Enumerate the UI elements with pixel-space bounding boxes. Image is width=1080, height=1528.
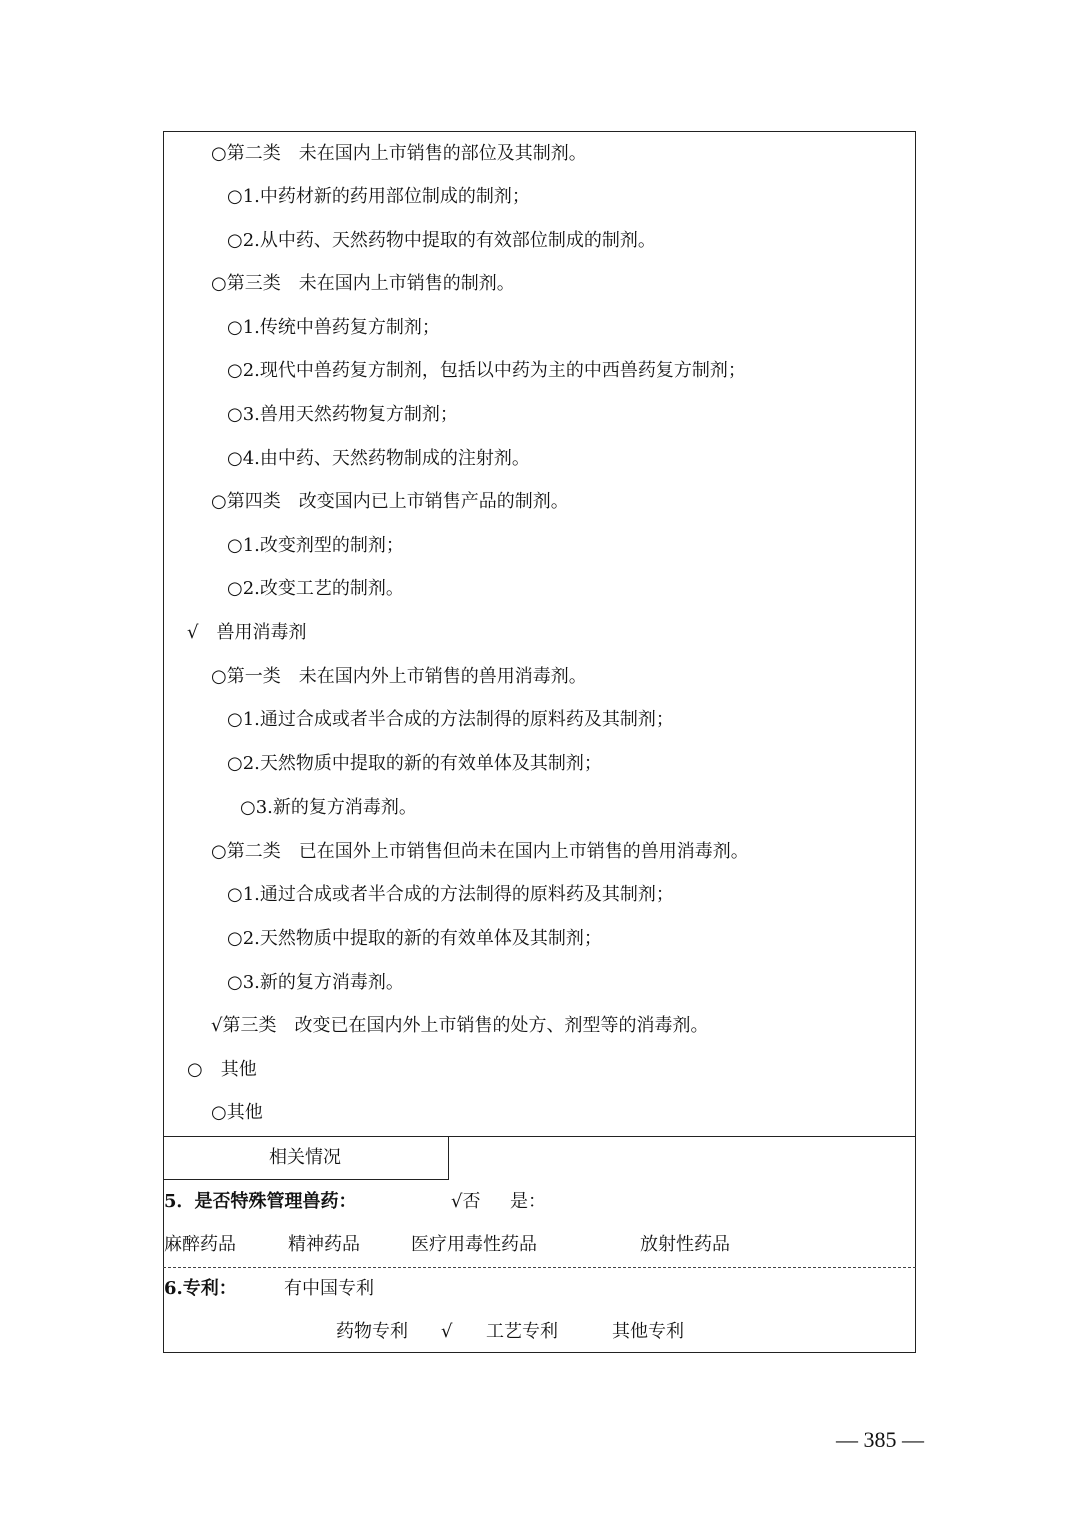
section-divider: [163, 1136, 916, 1137]
item5-type: 精神药品: [288, 1234, 360, 1255]
option-line: ○第二类 未在国内上市销售的部位及其制剂。: [211, 143, 587, 164]
category-line: √ 兽用消毒剂: [187, 622, 307, 643]
section-header: 相关情况: [269, 1147, 341, 1168]
item6-has-cn-patent: 有中国专利: [284, 1278, 374, 1299]
option-line: ○1.中药材新的药用部位制成的制剂；: [227, 186, 530, 207]
option-line: ○第一类 未在国内外上市销售的兽用消毒剂。: [211, 666, 587, 687]
option-line: ○4.由中药、天然药物制成的注射剂。: [227, 448, 530, 469]
option-line: ○第二类 已在国外上市销售但尚未在国内上市销售的兽用消毒剂。: [211, 841, 749, 862]
item6-check: √: [441, 1321, 453, 1342]
option-line: ○1.传统中兽药复方制剂；: [227, 317, 440, 338]
category-line: ○ 其他: [187, 1059, 257, 1080]
option-line: ○第四类 改变国内已上市销售产品的制剂。: [211, 491, 569, 512]
option-line: ○第三类 未在国内上市销售的制剂。: [211, 273, 515, 294]
item6-label: 6.专利：: [164, 1278, 237, 1299]
item5-no: √否: [451, 1191, 481, 1212]
header-cell-divider: [448, 1136, 449, 1179]
dashed-divider: [163, 1267, 916, 1268]
item5-yes: 是：: [510, 1191, 546, 1212]
option-line: ○3.新的复方消毒剂。: [227, 972, 404, 993]
option-line: ○2.天然物质中提取的新的有效单体及其制剂；: [227, 928, 602, 949]
option-line: ○1.通过合成或者半合成的方法制得的原料药及其制剂；: [227, 884, 674, 905]
option-line: ○2.改变工艺的制剂。: [227, 578, 404, 599]
item5-type: 医疗用毒性药品: [411, 1234, 537, 1255]
option-line: ○1.改变剂型的制剂；: [227, 535, 404, 556]
item5-type: 放射性药品: [640, 1234, 730, 1255]
page-number: — 385 —: [836, 1427, 924, 1452]
option-line: ○3.兽用天然药物复方制剂；: [227, 404, 458, 425]
item6-other-patent: 其他专利: [612, 1321, 684, 1342]
item6-drug-patent: 药物专利: [336, 1321, 408, 1342]
option-line: ○2.天然物质中提取的新的有效单体及其制剂；: [227, 753, 602, 774]
option-line: √第三类 改变已在国内外上市销售的处方、剂型等的消毒剂。: [211, 1015, 709, 1036]
option-line: ○2.从中药、天然药物中提取的有效部位制成的制剂。: [227, 230, 656, 251]
item6-process-patent: 工艺专利: [486, 1321, 558, 1342]
option-line: ○3.新的复方消毒剂。: [240, 797, 417, 818]
item5-type: 麻醉药品: [164, 1234, 236, 1255]
option-line: ○2.现代中兽药复方制剂，包括以中药为主的中西兽药复方制剂；: [227, 360, 746, 381]
item5-label: 5．是否特殊管理兽药：: [164, 1191, 357, 1212]
header-cell-bottom: [163, 1179, 449, 1180]
option-line: ○1.通过合成或者半合成的方法制得的原料药及其制剂；: [227, 709, 674, 730]
option-line: ○其他: [211, 1102, 263, 1123]
